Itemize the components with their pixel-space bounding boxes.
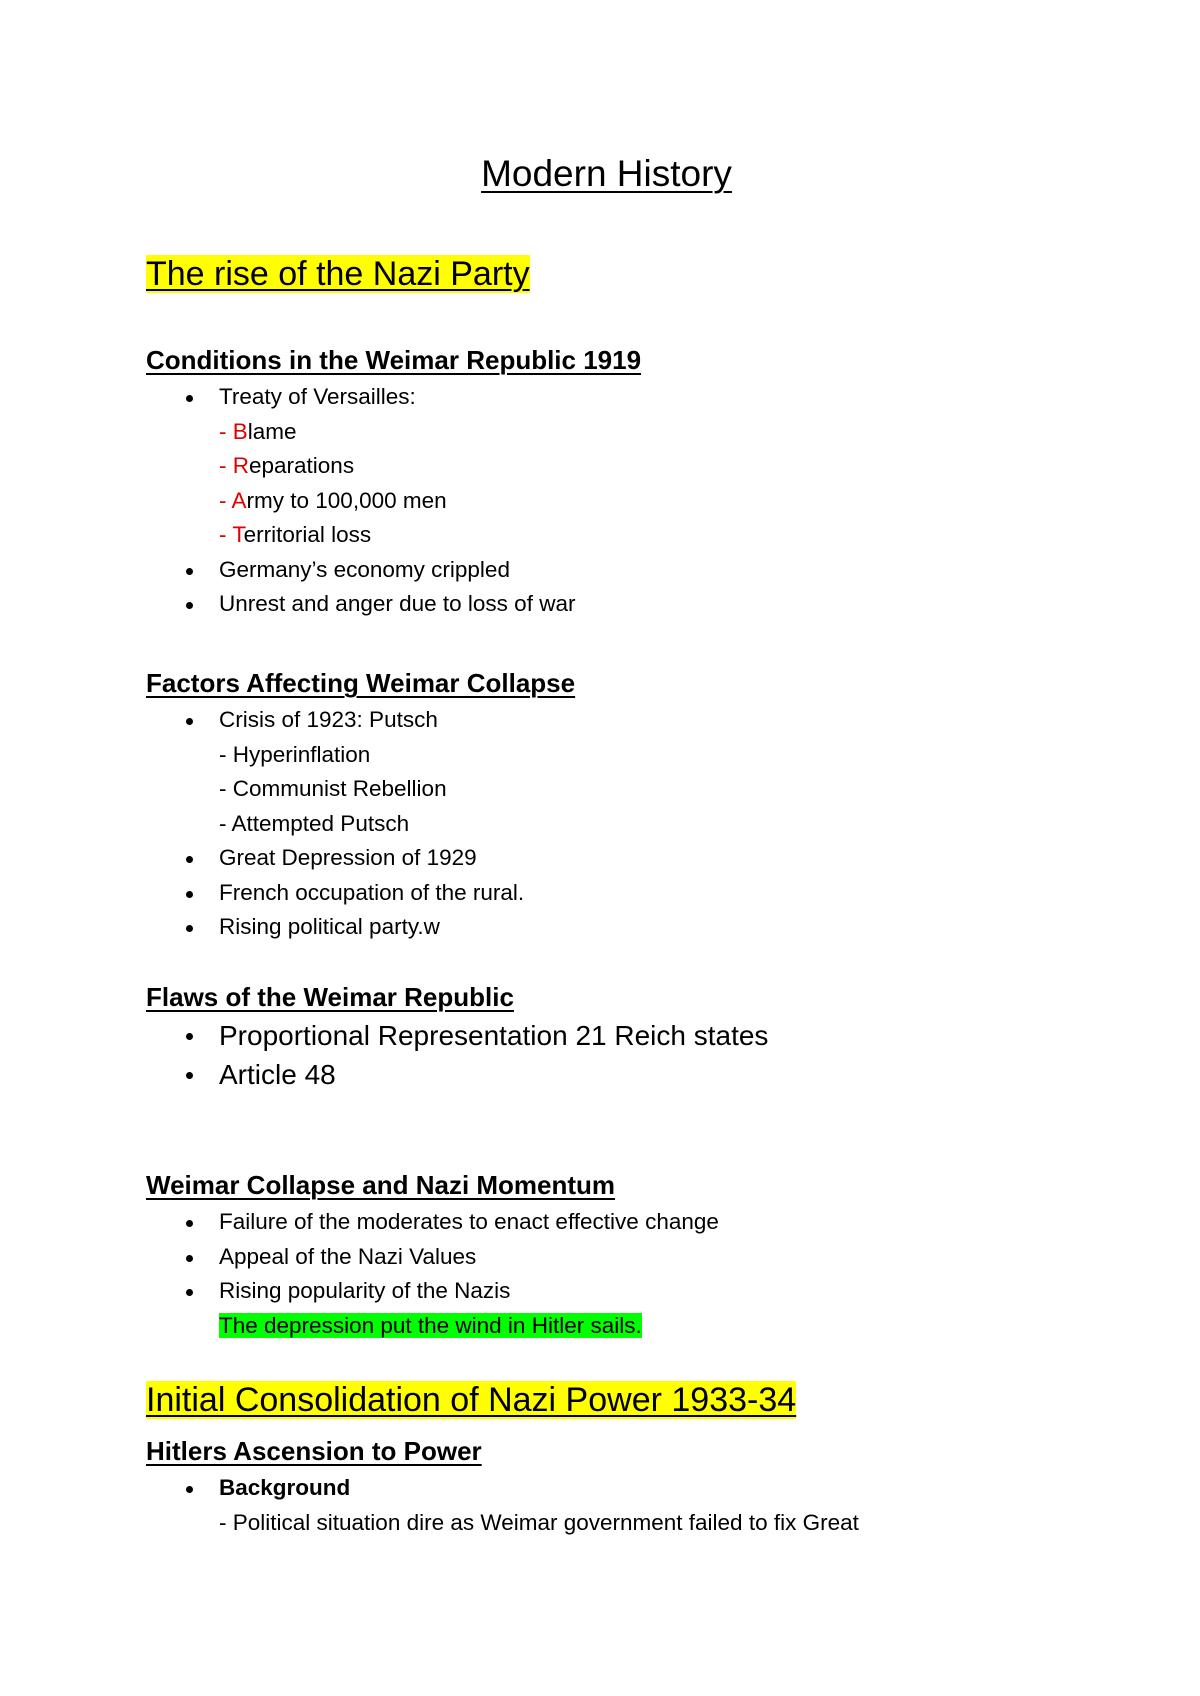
list-subitem: - Political situation dire as Weimar government failed to fix Great: [219, 1509, 859, 1535]
section-heading-initial-consolidation: Initial Consolidation of Nazi Power 1933-34: [146, 1381, 797, 1419]
conditions-list: [0, 380, 575, 622]
list-subitem: - Hyperinflation: [219, 741, 371, 767]
list-item: Great Depression of 1929: [0, 841, 524, 876]
factors-list: [0, 703, 524, 945]
list-subitem: - Reparations: [219, 453, 355, 478]
list-subitem: - Territorial loss: [219, 522, 372, 547]
ascension-list: [0, 1471, 859, 1540]
list-item: French occupation of the rural.: [0, 876, 524, 911]
list-item: Appeal of the Nazi Values: [0, 1240, 719, 1275]
flaws-list: [0, 1016, 768, 1094]
list-item: Crisis of 1923: Putsch: [0, 703, 524, 738]
list-item: Germany’s economy crippled: [0, 553, 575, 588]
list-item: Failure of the moderates to enact effective change: [0, 1205, 719, 1240]
list-item: Background: [0, 1471, 859, 1506]
list-subitem: - Communist Rebellion: [219, 776, 447, 801]
highlight-note: The depression put the wind in Hitler sails.: [219, 1312, 642, 1338]
list-item: Rising popularity of the Nazis: [0, 1274, 719, 1309]
list-subitem: - Attempted Putsch: [219, 810, 410, 836]
list-item: Article 48: [0, 1055, 768, 1094]
subheading-conditions: Conditions in the Weimar Republic 1919: [146, 345, 642, 375]
subheading-collapse: Weimar Collapse and Nazi Momentum: [146, 1170, 616, 1200]
list-item: Treaty of Versailles:: [0, 380, 575, 415]
subheading-flaws: Flaws of the Weimar Republic: [146, 982, 514, 1012]
list-subitem: - Army to 100,000 men: [219, 487, 447, 513]
collapse-list: [0, 1205, 719, 1343]
section-heading-rise-of-nazi-party: The rise of the Nazi Party: [146, 255, 530, 293]
list-item: Rising political party.w: [0, 910, 524, 945]
subheading-ascension: Hitlers Ascension to Power: [146, 1436, 482, 1466]
list-item: Proportional Representation 21 Reich states: [0, 1016, 768, 1055]
list-subitem: - Blame: [219, 418, 297, 444]
subheading-factors: Factors Affecting Weimar Collapse: [146, 668, 576, 698]
document-title: Modern History: [481, 153, 732, 194]
list-item: Unrest and anger due to loss of war: [0, 587, 575, 622]
